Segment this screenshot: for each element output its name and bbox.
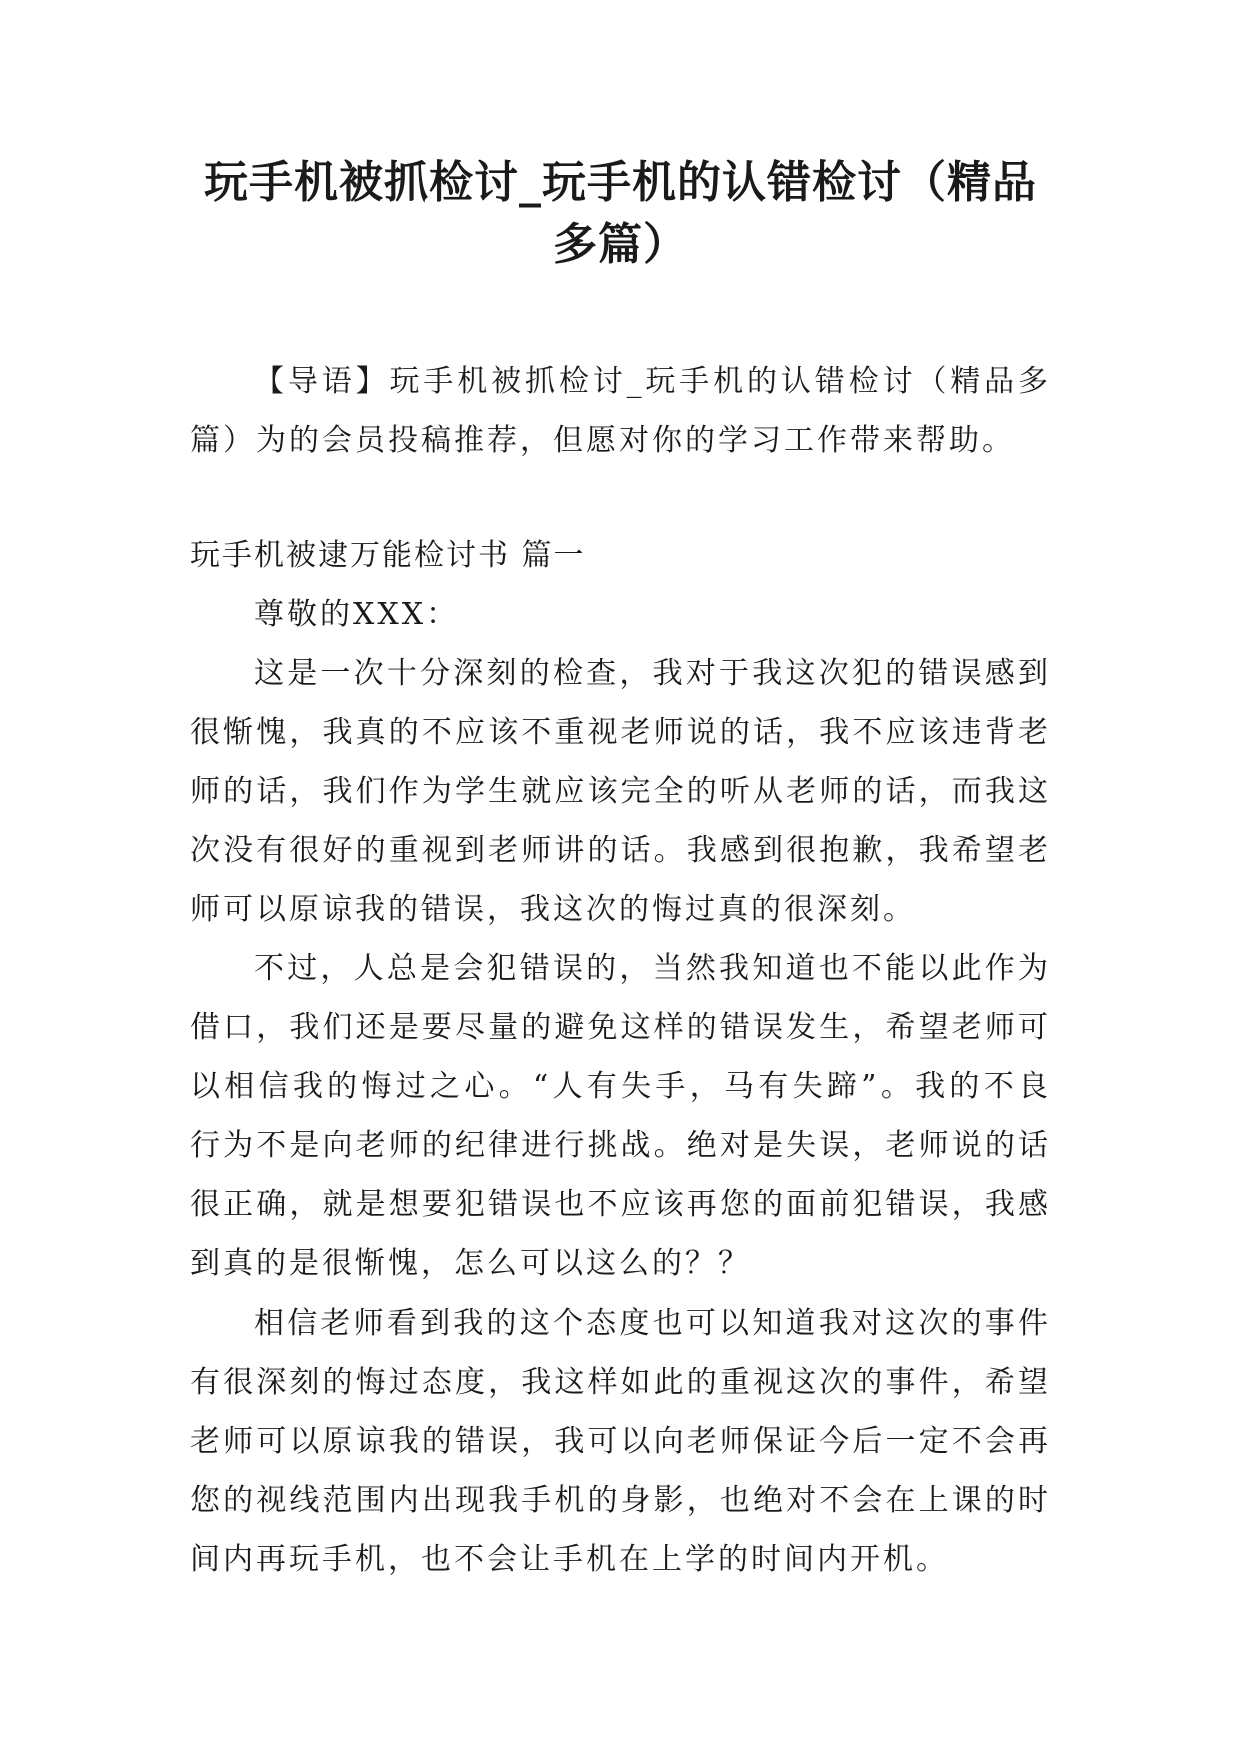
lead-paragraph: 【导语】玩手机被抓检讨_玩手机的认错检讨（精品多篇）为的会员投稿推荐，但愿对你的学习工作带来帮助。 — [190, 364, 1051, 458]
body-paragraph-1: 这是一次十分深刻的检查，我对于我这次犯的错误感到很惭愧，我真的不应该不重视老师说的话，我不应该违背老师的话，我们作为学生就应该完全的听从老师的话，而我这次没有很好的重视到老师讲的话。我感到很抱歉，我希望老师可以原谅我的错误，我这次的悔过真的很深刻。 — [190, 656, 1051, 927]
body-paragraph-3: 相信老师看到我的这个态度也可以知道我对这次的事件有很深刻的悔过态度，我这样如此的重视这次的事件，希望老师可以原谅我的错误，我可以向老师保证今后一定不会再您的视线范围内出现我手机的身影，也绝对不会在上课的时间内再玩手机，也不会让手机在上学的时间内开机。 — [190, 1306, 1051, 1577]
salutation: 尊敬的XXX： — [254, 597, 460, 632]
body-paragraph-2: 不过，人总是会犯错误的，当然我知道也不能以此作为借口，我们还是要尽量的避免这样的错误发生，希望老师可以相信我的悔过之心。“人有失手，马有失蹄”。我的不良行为不是向老师的纪律进行挑战。绝对是失误，老师说的话很正确，就是想要犯错误也不应该再您的面前犯错误，我感到真的是很惭愧，怎么可以这么的？？ — [190, 951, 1051, 1281]
document-title: 玩手机被抓检讨_玩手机的认错检讨（精品多篇） — [204, 157, 1037, 270]
section-heading: 玩手机被逮万能检讨书 篇一 — [190, 538, 586, 573]
